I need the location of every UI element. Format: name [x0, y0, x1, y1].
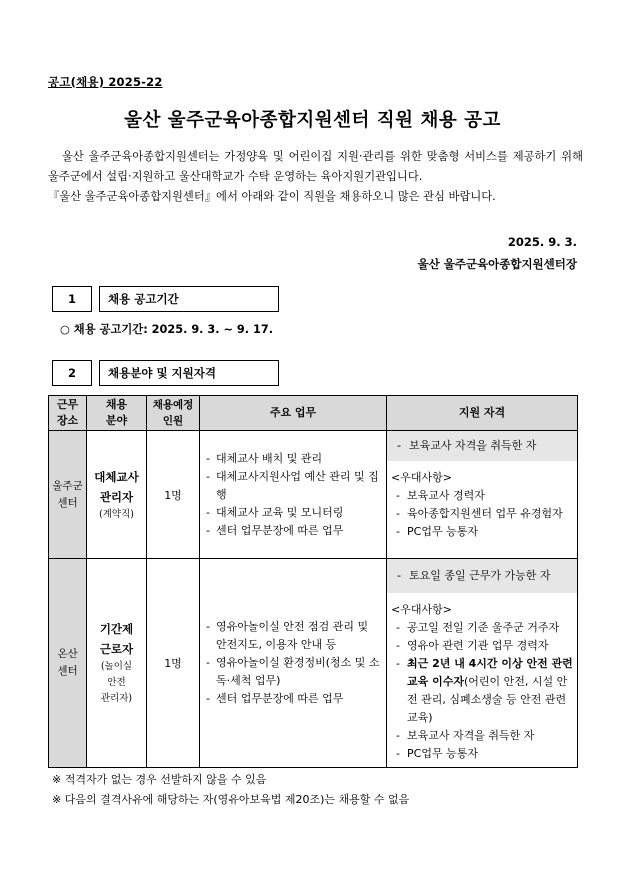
table-row	[49, 559, 578, 768]
footnote: ※ 다음의 결격사유에 해당하는 자(영유아보육법 제20조)는 채용할 수 없음	[52, 793, 410, 806]
row2-headcount: 1명	[147, 559, 200, 768]
footnote: ※ 적격자가 없는 경우 선발하지 않을 수 있음	[52, 773, 267, 786]
header-qualification: 지원 자격	[387, 396, 578, 431]
list-item: - PC업무 능통자	[391, 745, 573, 763]
row1-preference-label: <우대사항>	[391, 471, 452, 484]
list-item: - 공고일 전일 기준 울주군 거주자	[391, 619, 573, 637]
section-1-label: 채용 공고기간	[99, 286, 279, 312]
list-item: - 보육교사 경력자	[391, 487, 573, 505]
recruit-table	[48, 395, 578, 768]
list-item: - 영유아놀이실 환경정비(청소 및 소독·세척 업무)	[204, 654, 380, 690]
row1-qualification	[387, 431, 578, 559]
issuer: 울산 울주군육아종합지원센터장	[417, 257, 577, 271]
header-field: 채용 분야	[87, 396, 147, 431]
section-2-header	[52, 360, 279, 386]
intro-text-2: 『울산 울주군육아종합지원센터』에서 아래와 같이 직원을 채용하오니 많은 관심 바랍니다.	[48, 190, 496, 203]
list-item: - 센터 업무분장에 따른 업무	[204, 690, 380, 708]
section-2-number: 2	[52, 360, 92, 386]
section-1-number: 1	[52, 286, 92, 312]
intro-text-1: 울산 울주군육아종합지원센터는 가정양육 및 어린이집 지원·관리를 위한 맞춤형 서비스를 제공하기 위해 울주군에서 설립·지원하고 울산대학교가 수탁 운영하는 육아지원기관입니다.	[48, 150, 583, 183]
list-item: - 대체교사 배치 및 관리	[204, 450, 380, 468]
recruit-period: ○ 채용 공고기간: 2025. 9. 3. ~ 9. 17.	[60, 323, 273, 336]
bold-preference: 최근 2년 내 4시간 이상 안전 관련 교육 이수자	[407, 657, 573, 688]
list-item: - 대체교사지원사업 예산 관리 및 집행	[204, 468, 380, 504]
table-row	[49, 431, 578, 559]
footnotes	[52, 770, 409, 810]
list-item: - 영유아놀이실 안전 점검 관리 및 안전지도, 이용자 안내 등	[204, 618, 380, 654]
row1-field-title: 대체교사 관리자	[94, 469, 139, 504]
row2-field	[87, 559, 147, 768]
section-2-label: 채용분야 및 지원자격	[99, 360, 279, 386]
list-item: - 보육교사 자격을 취득한 자	[391, 727, 573, 745]
row1-field	[87, 431, 147, 559]
header-duties: 주요 업무	[200, 396, 387, 431]
intro-paragraph	[48, 147, 583, 207]
list-item: - 대체교사 교육 및 모니터링	[204, 504, 380, 522]
row2-preference-label: <우대사항>	[391, 603, 452, 616]
row2-field-note: (놀이실 안전 관리자)	[100, 661, 133, 704]
row2-qual-required: - 토요일 종일 근무가 가능한 자	[387, 559, 577, 593]
row1-duties	[200, 431, 387, 559]
row2-workplace: 온산 센터	[49, 559, 87, 768]
header-workplace: 근무 장소	[49, 396, 87, 431]
list-item: - 육아종합지원센터 업무 유경험자	[391, 505, 573, 523]
row1-qual-required: - 보육교사 자격을 취득한 자	[387, 431, 577, 461]
table-header-row	[49, 396, 578, 431]
list-item: - 센터 업무분장에 따른 업무	[204, 522, 380, 540]
row1-field-note: (계약직)	[99, 508, 134, 520]
page-title: 울산 울주군육아종합지원센터 직원 채용 공고	[124, 110, 501, 131]
row2-qualification	[387, 559, 578, 768]
list-item: - PC업무 능통자	[391, 523, 573, 541]
notice-number: 공고(채용) 2025-22	[48, 75, 163, 89]
list-item	[391, 655, 573, 727]
bold-preference-rest: (어린이 안전, 시설 안전 관리, 심폐소생술 등 안전 관련 교육)	[407, 675, 568, 724]
notice-date: 2025. 9. 3.	[507, 235, 577, 249]
row2-field-title: 기간제 근로자	[99, 622, 134, 656]
section-1-header	[52, 286, 279, 312]
row2-duties	[200, 559, 387, 768]
row1-headcount: 1명	[147, 431, 200, 559]
list-item: - 영유아 관련 기관 업무 경력자	[391, 637, 573, 655]
row1-workplace: 울주군 센터	[49, 431, 87, 559]
header-headcount: 채용예정 인원	[147, 396, 200, 431]
